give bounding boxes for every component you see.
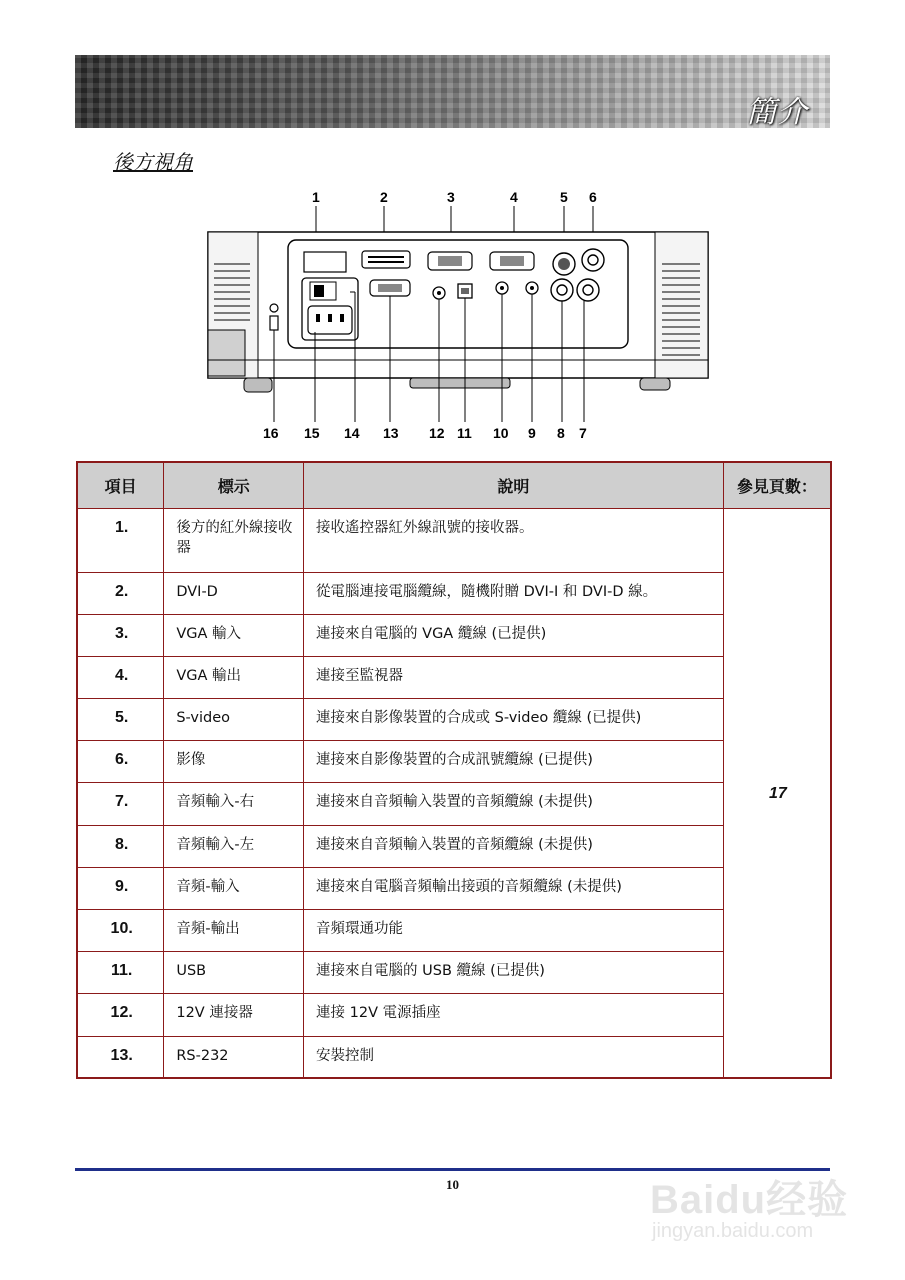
row-label: 音頻-輸入 — [164, 867, 304, 909]
row-label: 音頻輸入-右 — [164, 783, 304, 825]
row-description: 連接來自電腦音頻輸出接頭的音頻纜線 (未提供) — [304, 867, 724, 909]
table-row — [77, 910, 831, 952]
callout-1: 1 — [312, 189, 320, 205]
callout-4: 4 — [510, 189, 518, 205]
table-row — [77, 952, 831, 994]
row-number: 1. — [77, 508, 164, 572]
row-number: 9. — [77, 867, 164, 909]
table-row — [77, 994, 831, 1036]
row-number: 6. — [77, 741, 164, 783]
watermark-url: jingyan.baidu.com — [652, 1220, 814, 1242]
row-label: 12V 連接器 — [164, 994, 304, 1036]
row-description: 安裝控制 — [304, 1036, 724, 1078]
callout-3: 3 — [447, 189, 455, 205]
table-row — [77, 699, 831, 741]
callout-2: 2 — [380, 189, 388, 205]
page-number: 10 — [446, 1177, 459, 1192]
baidu-watermark — [640, 1150, 870, 1260]
chapter-title: 簡介 — [746, 95, 808, 130]
row-label: DVI-D — [164, 572, 304, 614]
table-row — [77, 825, 831, 867]
row-label: S-video — [164, 699, 304, 741]
row-description: 連接來自電腦的 USB 纜線 (已提供) — [304, 952, 724, 994]
watermark-brand: Baidu经验 — [650, 1178, 849, 1222]
callout-10: 10 — [493, 425, 509, 441]
page-reference: 17 — [723, 508, 831, 1078]
table-header-row — [77, 462, 831, 508]
callout-12: 12 — [429, 425, 445, 441]
row-label: 音頻輸入-左 — [164, 825, 304, 867]
row-description: 連接來自電腦的 VGA 纜線 (已提供) — [304, 614, 724, 656]
rear-view-diagram — [200, 182, 720, 444]
callout-6: 6 — [589, 189, 597, 205]
callout-9: 9 — [528, 425, 536, 441]
row-label: VGA 輸入 — [164, 614, 304, 656]
row-label: USB — [164, 952, 304, 994]
row-number: 8. — [77, 825, 164, 867]
row-description: 連接 12V 電源插座 — [304, 994, 724, 1036]
row-label: 後方的紅外線接收器 — [164, 508, 304, 572]
row-number: 3. — [77, 614, 164, 656]
row-number: 11. — [77, 952, 164, 994]
row-label: 影像 — [164, 741, 304, 783]
row-label: VGA 輸出 — [164, 656, 304, 698]
row-description: 連接來自影像裝置的合成訊號纜線 (已提供) — [304, 741, 724, 783]
table-row — [77, 783, 831, 825]
row-description: 從電腦連接電腦纜線，隨機附贈 DVI-I 和 DVI-D 線。 — [304, 572, 724, 614]
header-desc: 說明 — [304, 462, 724, 508]
callout-16: 16 — [263, 425, 279, 441]
callout-14: 14 — [344, 425, 360, 441]
callout-15: 15 — [304, 425, 320, 441]
projector-rear-illustration — [200, 182, 720, 444]
header-label: 標示 — [164, 462, 304, 508]
row-description: 連接來自音頻輸入裝置的音頻纜線 (未提供) — [304, 783, 724, 825]
row-description: 連接來自音頻輸入裝置的音頻纜線 (未提供) — [304, 825, 724, 867]
section-title: 後方視角 — [113, 150, 193, 174]
table-row — [77, 508, 831, 572]
projector-body — [208, 232, 708, 392]
row-description: 連接來自影像裝置的合成或 S-video 纜線 (已提供) — [304, 699, 724, 741]
header-item: 項目 — [77, 462, 164, 508]
table-row — [77, 741, 831, 783]
callout-7: 7 — [579, 425, 587, 441]
chapter-header-bar — [75, 55, 830, 128]
row-number: 2. — [77, 572, 164, 614]
row-label: 音頻-輸出 — [164, 910, 304, 952]
header-page: 參見頁數： — [723, 462, 831, 508]
connector-spec-table — [76, 461, 832, 1079]
callout-8: 8 — [557, 425, 565, 441]
table-row — [77, 1036, 831, 1078]
callout-11: 11 — [457, 425, 472, 441]
row-number: 5. — [77, 699, 164, 741]
row-number: 13. — [77, 1036, 164, 1078]
table-row — [77, 867, 831, 909]
row-description: 接收遙控器紅外線訊號的接收器。 — [304, 508, 724, 572]
table-row — [77, 572, 831, 614]
row-number: 10. — [77, 910, 164, 952]
callout-5: 5 — [560, 189, 568, 205]
row-label: RS-232 — [164, 1036, 304, 1078]
callout-13: 13 — [383, 425, 399, 441]
table-row — [77, 656, 831, 698]
row-number: 7. — [77, 783, 164, 825]
table-row — [77, 614, 831, 656]
row-number: 4. — [77, 656, 164, 698]
row-description: 音頻環通功能 — [304, 910, 724, 952]
row-number: 12. — [77, 994, 164, 1036]
row-description: 連接至監視器 — [304, 656, 724, 698]
